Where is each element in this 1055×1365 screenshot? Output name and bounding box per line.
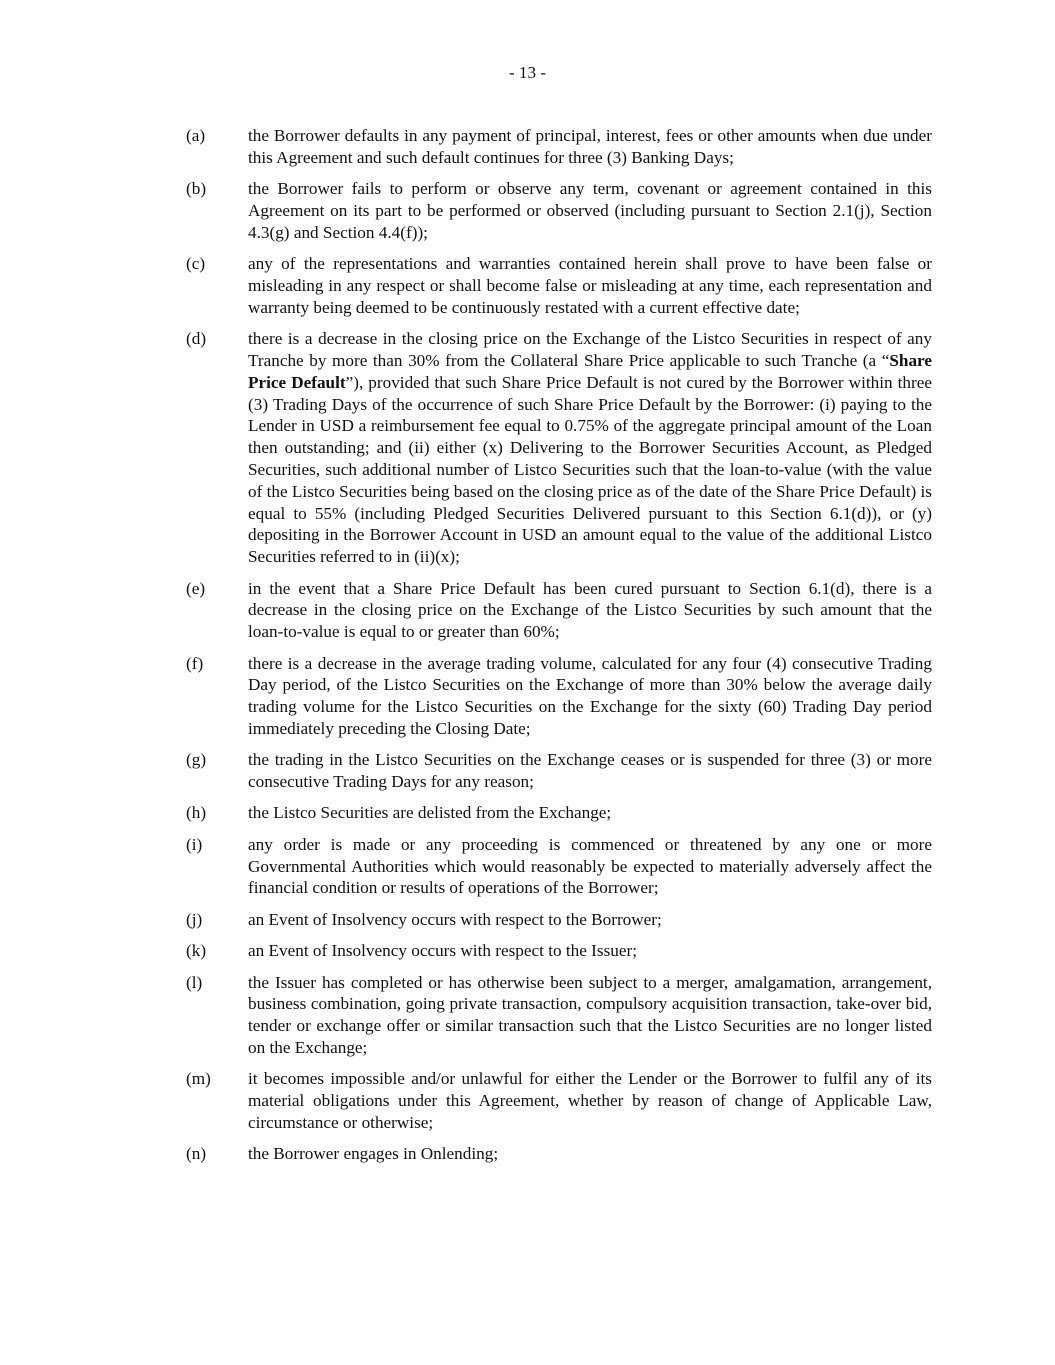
- clause-c: [186, 253, 932, 318]
- clause-marker: (e): [186, 578, 206, 598]
- clause-f: [186, 653, 932, 740]
- clause-marker: (b): [186, 179, 207, 199]
- clause-text: the Borrower defaults in any payment of principal, interest, fees or other amounts when due under this Agreement and such default continues for three (3) Banking Days;: [248, 126, 932, 167]
- clause-marker: (k): [186, 941, 207, 961]
- defined-term: Share Price Default: [248, 350, 932, 392]
- clause-list: [186, 125, 932, 1175]
- clause-text: an Event of Insolvency occurs with respect to the Issuer;: [248, 941, 637, 961]
- clause-text: the Borrower engages in Onlending;: [248, 1144, 499, 1164]
- clause-d: [186, 328, 932, 568]
- clause-text: any order is made or any proceeding is commenced or threatened by any one or more Governmental Authorities which would reasonably be expected to materially adversely affect the financial condition or results of operations of the Borrower;: [248, 834, 932, 898]
- clause-text-before: there is a decrease in the closing price on the Exchange of the Listco Securities in respect of any Tranche by more than 30% from the Collateral Share Price applicable to such Tranche (a “: [248, 329, 932, 370]
- clause-text: the Listco Securities are delisted from the Exchange;: [248, 803, 612, 823]
- clause-g: [186, 749, 932, 793]
- clause-marker: (l): [186, 972, 203, 992]
- clause-marker: (m): [186, 1069, 211, 1089]
- clause-h: [186, 802, 932, 824]
- clause-k: [186, 940, 932, 962]
- clause-b: [186, 178, 932, 243]
- clause-m: [186, 1068, 932, 1133]
- clause-text: there is a decrease in the average trading volume, calculated for any four (4) consecutive Trading Day period, of the Listco Securities on the Exchange of more than 30% below the average daily trading volume for the Listco Securities on the Exchange for the sixty (60) Trading Day period immediately preceding the Closing Date;: [248, 653, 932, 738]
- clause-marker: (h): [186, 803, 207, 823]
- clause-e: [186, 578, 932, 643]
- clause-text: an Event of Insolvency occurs with respect to the Borrower;: [248, 909, 662, 929]
- clause-marker: (j): [186, 909, 203, 929]
- clause-marker: (g): [186, 750, 207, 770]
- clause-text: in the event that a Share Price Default has been cured pursuant to Section 6.1(d), there is a decrease in the closing price on the Exchange of the Listco Securities by such amount that the loan-to-value is equal to or greater than 60%;: [248, 578, 932, 642]
- clause-a: [186, 125, 932, 169]
- page-number: - 13 -: [508, 63, 547, 82]
- clause-text-after: ”), provided that such Share Price Default is not cured by the Borrower within three (3) Trading Days of the occurrence of such Share Price Default by the Borrower: (i) paying to the Lender in USD a reimbursement fee equal to 0.75% of the aggregate principal amount of the Loan then outstanding; and (ii) either (x) Delivering to the Borrower Securities Account, as Pledged Securities, such additional number of Listco Securities such that the loan-to-value (with the value of the Listco Securities being based on the closing price as of the date of the Share Price Default) is equal to 55% (including Pledged Securities Delivered pursuant to this Section 6.1(d)), or (y) depositing in the Borrower Account in USD an amount equal to the value of the additional Listco Securities referred to in (ii)(x);: [248, 372, 932, 567]
- clause-j: [186, 909, 932, 931]
- clause-text: the trading in the Listco Securities on the Exchange ceases or is suspended for three (3) or more consecutive Trading Days for any reason;: [248, 750, 932, 792]
- clause-text: it becomes impossible and/or unlawful for either the Lender or the Borrower to fulfil any of its material obligations under this Agreement, whether by reason of change of Applicable Law, circumstance or otherwise;: [248, 1069, 932, 1132]
- clause-l: [186, 972, 932, 1059]
- clause-text: [248, 328, 932, 568]
- clause-marker: (f): [186, 653, 204, 673]
- clause-marker: (i): [186, 834, 203, 854]
- clause-marker: (d): [186, 329, 207, 349]
- clause-marker: (a): [186, 126, 206, 145]
- clause-text: the Issuer has completed or has otherwise been subject to a merger, amalgamation, arrangement, business combination, going private transaction, compulsory acquisition transaction, take-over bid, tender or exchange offer or similar transaction such that the Listco Securities are no longer listed on the Exchange;: [248, 972, 932, 1058]
- clause-n: [186, 1143, 932, 1165]
- clause-text: any of the representations and warranties contained herein shall prove to have been false or misleading in any respect or shall become false or misleading at any time, each representation and warranty being deemed to be continuously restated with a current effective date;: [248, 254, 932, 317]
- clause-marker: (c): [186, 254, 206, 274]
- clause-marker: (n): [186, 1144, 207, 1164]
- clause-i: [186, 834, 932, 899]
- clause-text: the Borrower fails to perform or observe any term, covenant or agreement contained in this Agreement on its part to be performed or observed (including pursuant to Section 2.1(j), Section 4.3(g) and Section 4.4(f));: [248, 179, 932, 242]
